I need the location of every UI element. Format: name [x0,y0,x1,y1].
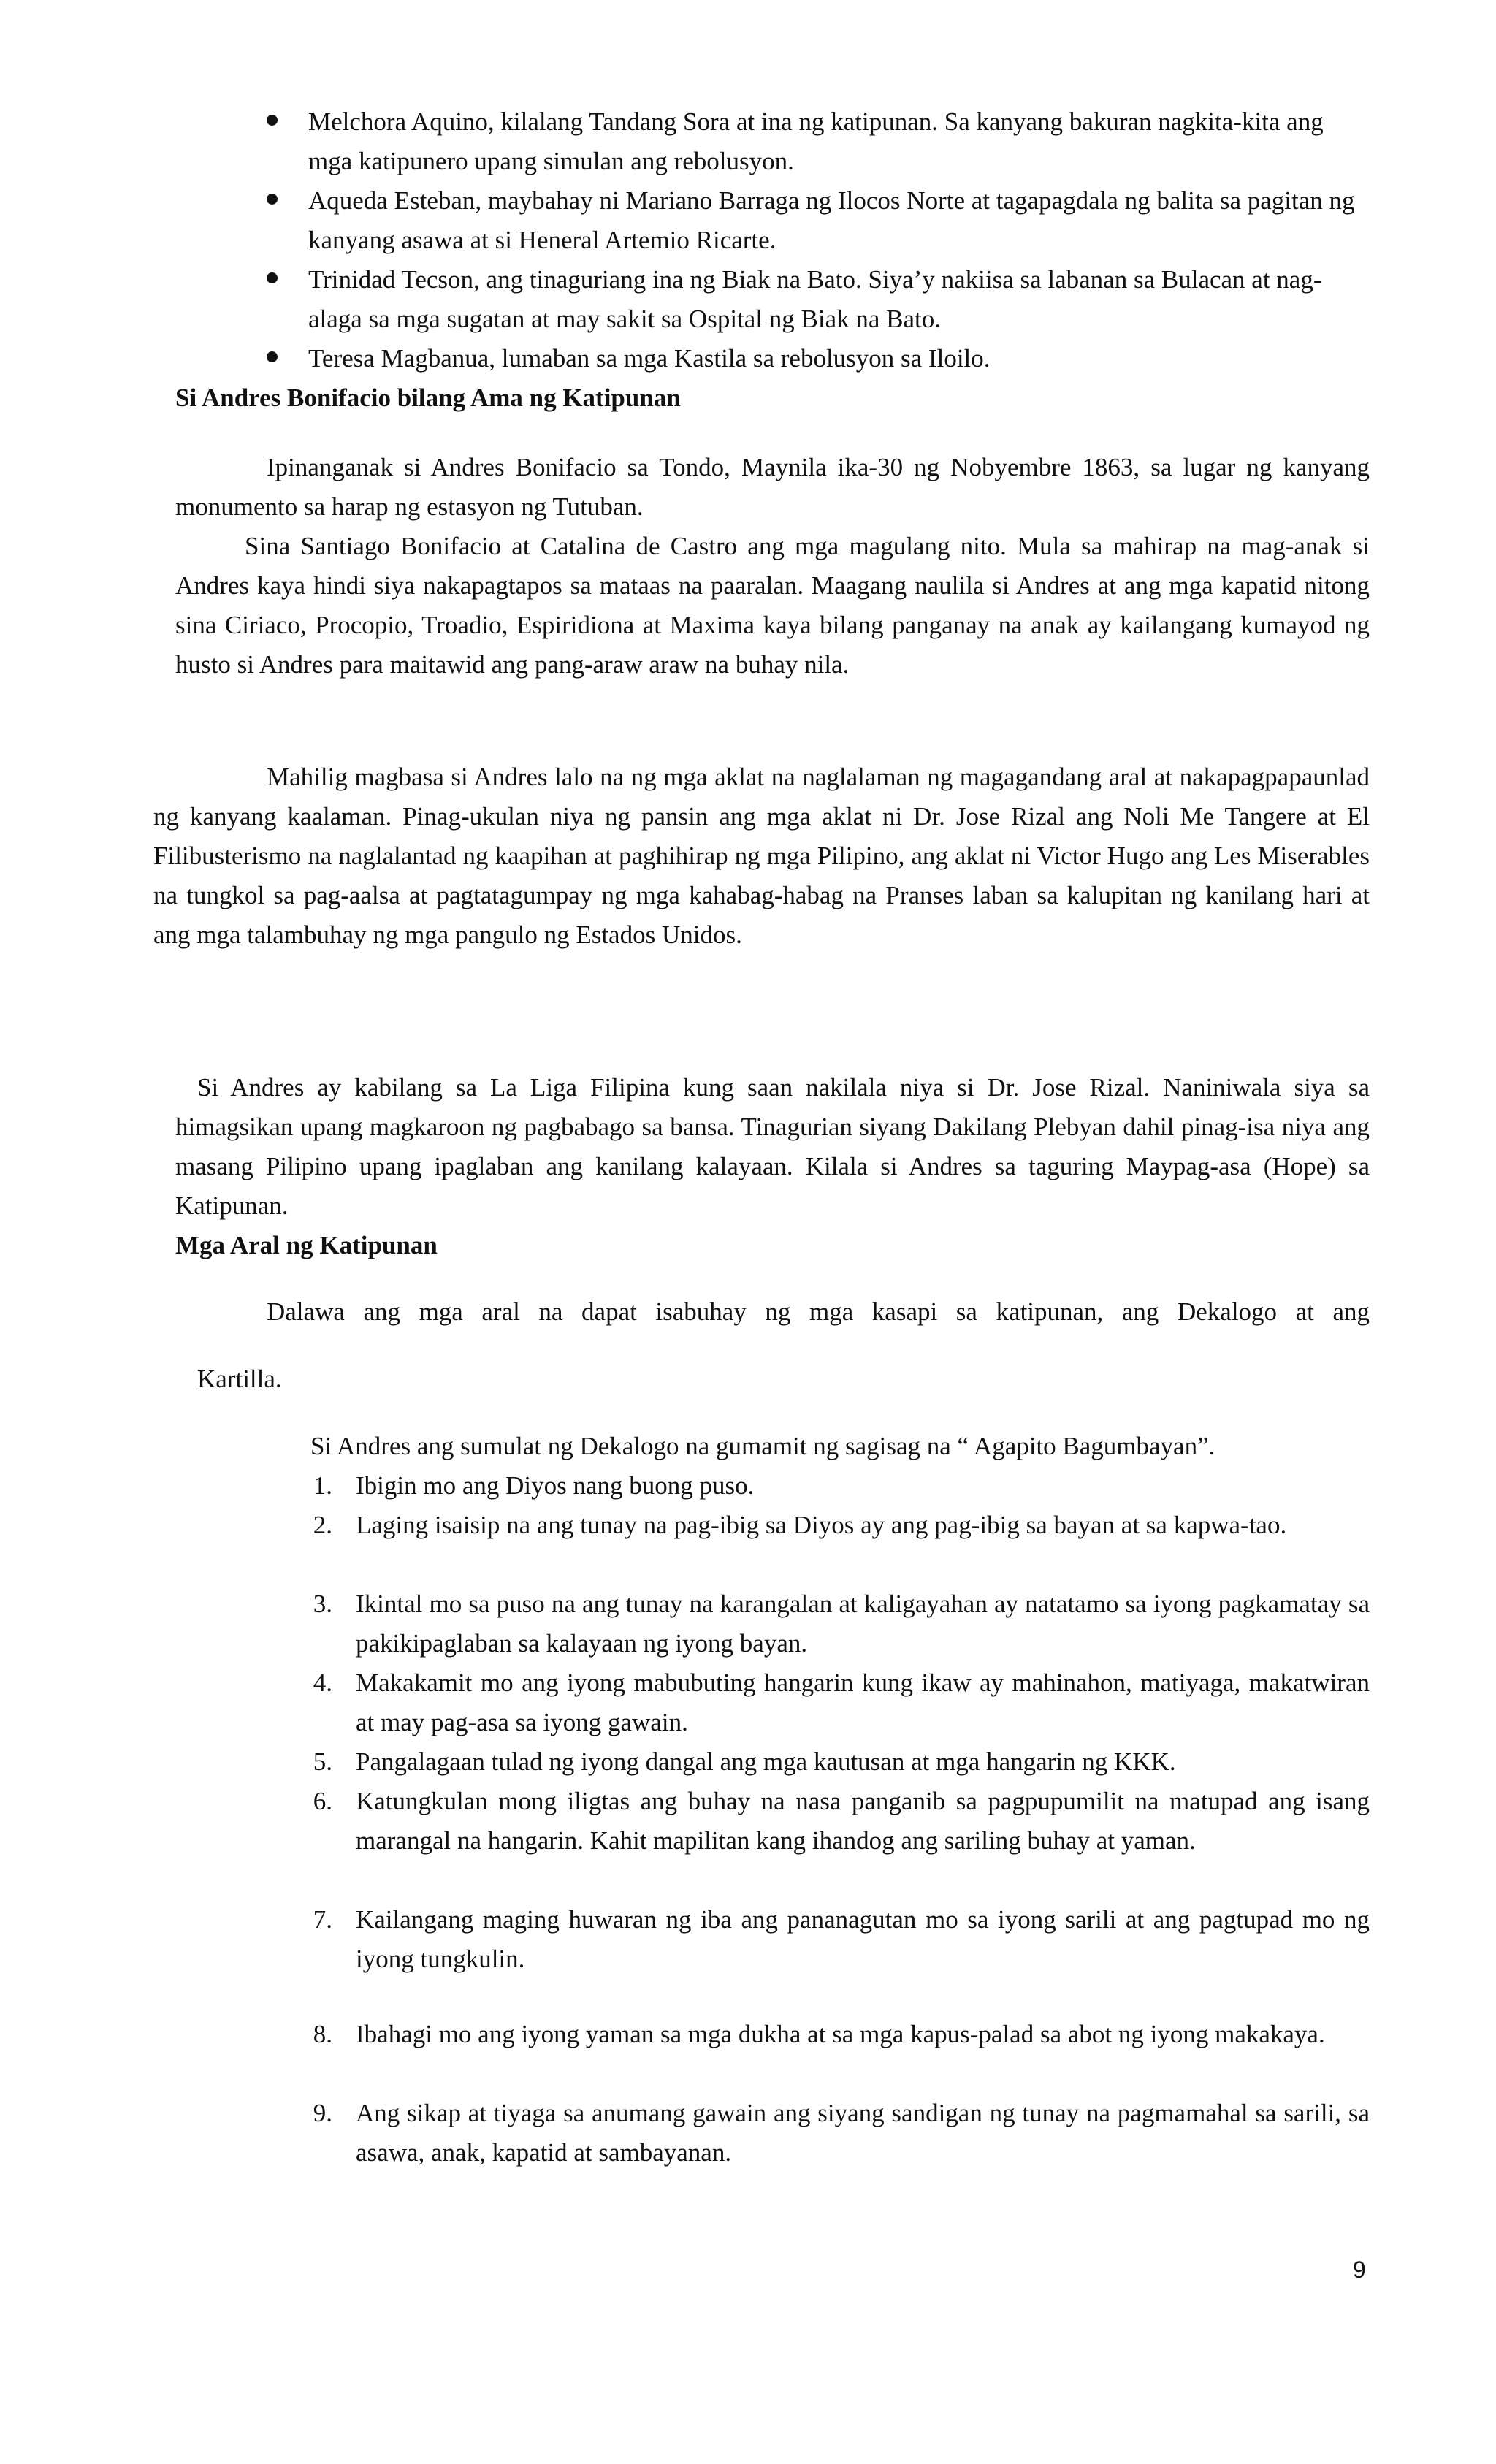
page-number: 9 [1353,2257,1366,2283]
dekalogo-item [310,1900,1370,1979]
dekalogo-item [310,1742,1370,1782]
list-text: Ibahagi mo ang iyong yaman sa mga dukha at sa mga kapus-palad sa abot ng iyong makakaya. [356,2020,1325,2048]
bullet-text: Aqueda Esteban, maybahay ni Mariano Barraga ng Ilocos Norte at tagapagdala ng balita sa pagitan ng kanyang asawa at si Heneral Artemio Ricarte. [308,186,1355,254]
list-text: Ang sikap at tiyaga sa anumang gawain ang siyang sandigan ng tunay na pagmamahal sa sarili, sa asawa, anak, kapatid at sambayanan. [356,2099,1370,2167]
bullet-icon [267,351,278,362]
list-text: Makakamit mo ang iyong mabubuting hangarin kung ikaw ay mahinahon, matiyaga, makatwiran at may pag-asa sa iyong gawain. [356,1668,1370,1736]
bullet-icon [267,194,278,205]
paragraph-reading: Mahilig magbasa si Andres lalo na ng mga aklat na naglalaman ng magagandang aral at nakapagpapaunlad ng kanyang kaalaman. Pinag-ukulan niya ng pansin ang mga aklat ni Dr. Jose Rizal ang Noli Me Tangere at El Filibusterismo na naglalantad ng kaapihan at paghihirap ng mga Pilipino, ang aklat ni Victor Hugo ang Les Miserables na tungkol sa pag-aalsa at pagtatagumpay ng mga kahabag-habag na Pranses laban sa kalupitan ng kanilang hari at ang mga talambuhay ng mga pangulo ng Estados Unidos. [153,763,1370,949]
list-number: 4. [313,1668,332,1697]
dekalogo-item [310,1782,1370,1861]
bullet-text: Trinidad Tecson, ang tinaguriang ina ng Biak na Bato. Siya’y nakiisa sa labanan sa Bulacan at nag-alaga sa mga sugatan at may sakit sa Ospital ng Biak na Bato. [308,265,1322,333]
list-number: 7. [313,1905,332,1934]
list-number: 9. [313,2099,332,2127]
list-number: 5. [313,1747,332,1776]
list-text: Katungkulan mong iligtas ang buhay na nasa panganib sa pagpupumilit na matupad ang isang marangal na hangarin. Kahit mapilitan kang ihandog ang sariling buhay at yaman. [356,1787,1370,1855]
list-text: Ibigin mo ang Diyos nang buong puso. [356,1471,755,1500]
list-number: 1. [313,1471,332,1500]
bullet-icon [267,115,278,126]
bullet-text: Teresa Magbanua, lumaban sa mga Kastila sa rebolusyon sa Iloilo. [308,344,991,373]
list-text: Ikintal mo sa puso na ang tunay na karangalan at kaligayahan ay natatamo sa iyong pagkamatay sa pakikipaglaban sa kalayaan ng iyong bayan. [356,1590,1370,1658]
bullet-item [267,102,1370,181]
list-text: Kailangang maging huwaran ng iba ang pananagutan mo sa iyong sarili at ang pagtupad mo ng iyong tungkulin. [356,1905,1370,1973]
list-number: 8. [313,2020,332,2048]
paragraph-aral-continuation: Kartilla. [197,1365,282,1393]
list-number: 6. [313,1787,332,1815]
paragraph-birth: Ipinanganak si Andres Bonifacio sa Tondo, Maynila ika-30 ng Nobyembre 1863, sa lugar ng kanyang monumento sa harap ng estasyon ng Tutuban. [175,453,1370,521]
dekalogo-item [310,2094,1370,2173]
dekalogo-item [310,1506,1370,1545]
dekalogo-intro: Si Andres ang sumulat ng Dekalogo na gumamit ng sagisag na “ Agapito Bagumbayan”. [310,1432,1216,1460]
list-number: 2. [313,1511,332,1539]
dekalogo-item [310,1466,1370,1506]
bullet-text: Melchora Aquino, kilalang Tandang Sora at ina ng katipunan. Sa kanyang bakuran nagkita-kita ang mga katipunero upang simulan ang rebolusyon. [308,107,1324,175]
section-heading-aral: Mga Aral ng Katipunan [175,1231,438,1259]
paragraph-family: Sina Santiago Bonifacio at Catalina de Castro ang mga magulang nito. Mula sa mahirap na mag-anak si Andres kaya hindi siya nakapagtapos sa mataas na paaralan. Maagang naulila si Andres at ang mga kapatid nitong sina Ciriaco, Procopio, Troadio, Espiridiona at Maxima kaya bilang panganay na anak ay kailangang kumayod ng husto si Andres para maitawid ang pang-araw araw na buhay nila. [175,532,1370,679]
paragraph-aral: Dalawa ang mga aral na dapat isabuhay ng mga kasapi sa katipunan, ang Dekalogo at ang [267,1297,1370,1326]
list-text: Pangalagaan tulad ng iyong dangal ang mga kautusan at mga hangarin ng KKK. [356,1747,1176,1776]
dekalogo-item [310,1584,1370,1663]
section-heading-bonifacio: Si Andres Bonifacio bilang Ama ng Katipunan [175,384,681,412]
dekalogo-item [310,1663,1370,1742]
bullet-item [267,181,1370,260]
paragraph-liga: Si Andres ay kabilang sa La Liga Filipina kung saan nakilala niya si Dr. Jose Rizal. Naniniwala siya sa himagsikan upang magkaroon ng pagbabago sa bansa. Tinagurian siyang Dakilang Plebyan dahil pinag-isa niya ang masang Pilipino upang ipaglaban ang kanilang kalayaan. Kilala si Andres sa taguring Maypag-asa (Hope) sa Katipunan. [175,1073,1370,1220]
bullet-item [267,339,1370,378]
bullet-icon [267,272,278,283]
list-text: Laging isaisip na ang tunay na pag-ibig sa Diyos ay ang pag-ibig sa bayan at sa kapwa-tao. [356,1511,1287,1539]
dekalogo-item [310,2015,1370,2054]
list-number: 3. [313,1590,332,1618]
bullet-item [267,260,1370,339]
